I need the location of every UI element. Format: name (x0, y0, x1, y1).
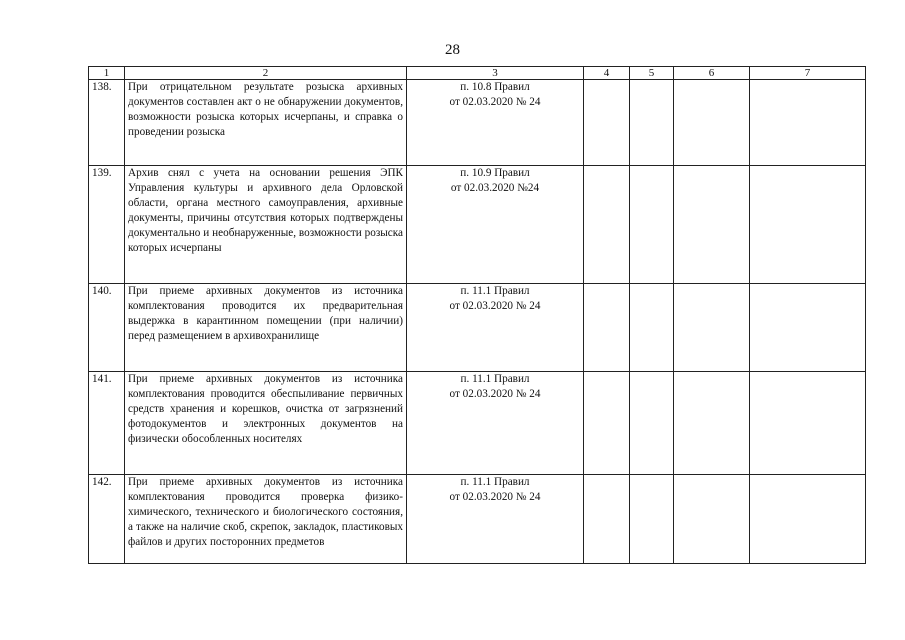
row-description: При приеме архивных документов из источника комплектования проводится проверка физико-химического, технического и биологического состояния, а также на наличие скоб, скрепок, закладок, пластиковых файлов и других посторонних предметов (125, 475, 407, 564)
cell-col7 (750, 166, 866, 284)
column-header-6: 6 (674, 67, 750, 80)
cell-col7 (750, 475, 866, 564)
column-header-4: 4 (584, 67, 630, 80)
row-description: При приеме архивных документов из источника комплектования проводится обеспыливание первичных средств хранения и корешков, очистка от загрязнений фотодокументов и электронных документов на физически обособленных носителях (125, 372, 407, 475)
cell-col6 (674, 166, 750, 284)
row-reference (407, 166, 584, 284)
row-number: 141. (89, 372, 125, 475)
row-description: Архив снял с учета на основании решения ЭПК Управления культуры и архивного дела Орловской области, органа местного самоуправления, архивные документы, причины отсутствия которых подтверждены документально и необнаруженные, возможности розыска которых исчерпаны (125, 166, 407, 284)
reference-clause: п. 11.1 Правил (460, 285, 530, 297)
column-header-2: 2 (125, 67, 407, 80)
cell-col4 (584, 166, 630, 284)
cell-col5 (630, 372, 674, 475)
cell-col5 (630, 284, 674, 372)
row-number: 139. (89, 166, 125, 284)
row-reference (407, 372, 584, 475)
table-row (89, 372, 866, 475)
column-header-1: 1 (89, 67, 125, 80)
reference-date: от 02.03.2020 №24 (450, 182, 540, 194)
cell-col5 (630, 475, 674, 564)
requirements-table (88, 66, 866, 564)
reference-date: от 02.03.2020 № 24 (449, 491, 541, 503)
reference-date: от 02.03.2020 № 24 (449, 96, 541, 108)
row-description: При приеме архивных документов из источника комплектования проводится их предварительная выдержка в карантинном помещении (при наличии) перед размещением в архивохранилище (125, 284, 407, 372)
reference-date: от 02.03.2020 № 24 (449, 388, 541, 400)
row-reference (407, 284, 584, 372)
row-description: При отрицательном результате розыска архивных документов составлен акт о не обнаружении документов, возможности розыска которых исчерпаны, и справка о проведении розыска (125, 80, 407, 166)
row-number: 138. (89, 80, 125, 166)
row-number: 140. (89, 284, 125, 372)
cell-col4 (584, 475, 630, 564)
row-reference (407, 475, 584, 564)
cell-col7 (750, 80, 866, 166)
cell-col6 (674, 475, 750, 564)
reference-date: от 02.03.2020 № 24 (449, 300, 541, 312)
cell-col5 (630, 166, 674, 284)
table-row (89, 166, 866, 284)
table-row (89, 80, 866, 166)
reference-clause: п. 11.1 Правил (460, 373, 530, 385)
column-header-7: 7 (750, 67, 866, 80)
cell-col7 (750, 372, 866, 475)
table-row (89, 475, 866, 564)
cell-col4 (584, 284, 630, 372)
table-header-row (89, 67, 866, 80)
cell-col6 (674, 80, 750, 166)
column-header-5: 5 (630, 67, 674, 80)
cell-col6 (674, 372, 750, 475)
row-reference (407, 80, 584, 166)
cell-col7 (750, 284, 866, 372)
cell-col5 (630, 80, 674, 166)
cell-col4 (584, 372, 630, 475)
reference-clause: п. 10.8 Правил (460, 81, 530, 93)
reference-clause: п. 11.1 Правил (460, 476, 530, 488)
row-number: 142. (89, 475, 125, 564)
table-row (89, 284, 866, 372)
cell-col4 (584, 80, 630, 166)
reference-clause: п. 10.9 Правил (460, 167, 530, 179)
column-header-3: 3 (407, 67, 584, 80)
cell-col6 (674, 284, 750, 372)
page-number: 28 (445, 42, 460, 58)
